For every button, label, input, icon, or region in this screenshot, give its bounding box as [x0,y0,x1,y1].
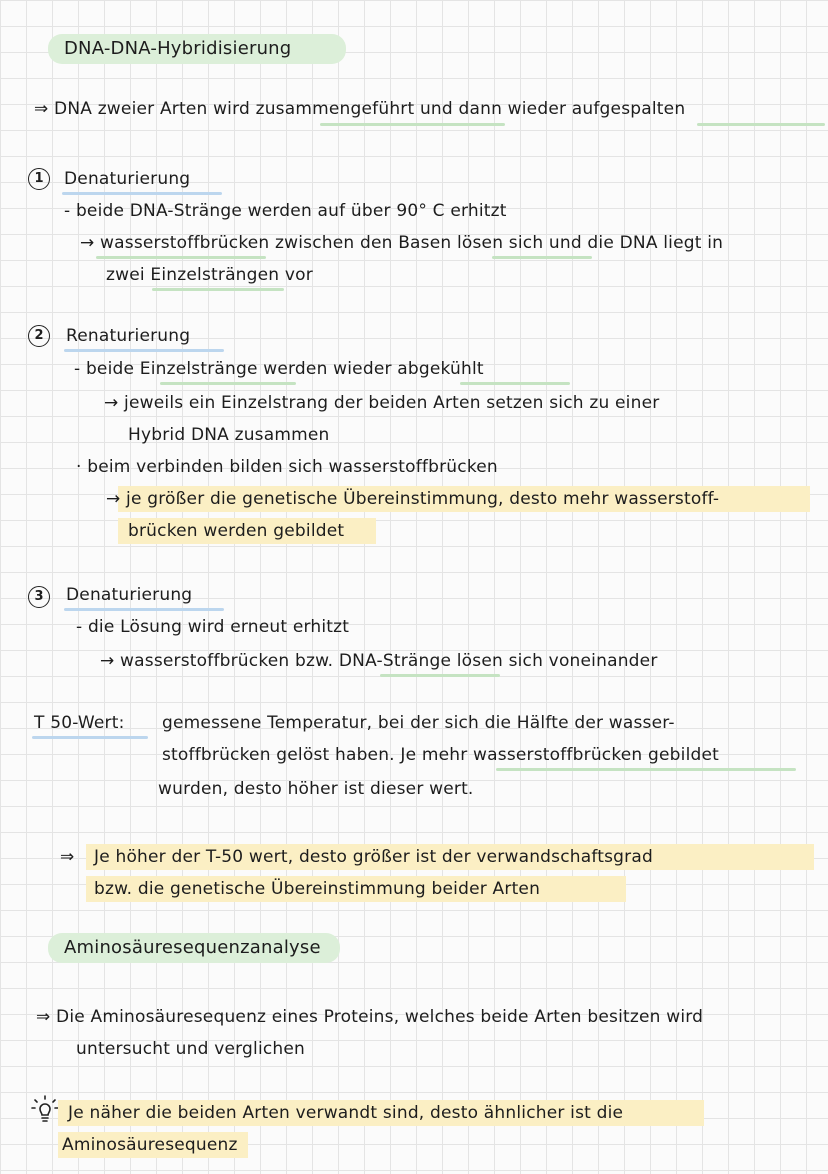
intro-underline-2 [697,123,825,126]
step-2-line-4: · beim verbinden bilden sich wasserstoffbrücken [76,457,498,477]
t50-label: T 50-Wert: [34,713,125,733]
intro-text: ⇒ DNA zweier Arten wird zusammengeführt und dann wieder aufgespalten [34,99,686,119]
tip-line-2: Aminosäuresequenz [62,1135,238,1155]
step-number-1: 1 [28,168,50,190]
step-1-line-1: - beide DNA-Stränge werden auf über 90° C erhitzt [64,201,507,221]
step-3-line-2: → wasserstoffbrücken bzw. DNA-Stränge lösen sich voneinander [100,651,658,671]
conclusion-line-2: bzw. die genetische Übereinstimmung beider Arten [94,879,541,899]
step-1-line-3: zwei Einzelsträngen vor [106,265,313,285]
step-2-line-2: → jeweils ein Einzelstrang der beiden Arten setzen sich zu einer [104,393,660,413]
conclusion-arrow: ⇒ [60,847,75,867]
t50-line-1: gemessene Temperatur, bei der sich die Hälfte der wasser- [162,713,675,733]
step-3-underline-a [380,674,500,677]
section2-line-2: untersucht und verglichen [76,1039,306,1059]
step-heading-2: Renaturierung [66,326,191,346]
step-heading-2-underline [64,349,224,352]
step-1-underline-c [152,288,284,291]
t50-line-2: stoffbrücken gelöst haben. Je mehr wasserstoffbrücken gebildet [162,745,720,765]
t50-label-underline [32,736,148,739]
t50-underline [496,768,796,771]
step-1-underline-b [492,256,592,259]
step-1-underline-a [96,256,266,259]
step-2-line-5: → je größer die genetische Übereinstimmung, desto mehr wasserstoff- [106,489,720,509]
step-2-line-1: - beide Einzelstränge werden wieder abgekühlt [74,359,484,379]
tip-line-1: Je näher die beiden Arten verwandt sind, desto ähnlicher ist die [68,1103,624,1123]
section2-title: Aminosäuresequenzanalyse [64,937,321,958]
step-heading-3-underline [64,608,224,611]
step-number-2: 2 [28,325,50,347]
step-2-underline-a [160,382,296,385]
conclusion-line-1: Je höher der T-50 wert, desto größer ist der verwandschaftsgrad [94,847,653,867]
step-heading-1-underline [62,192,222,195]
t50-line-3: wurden, desto höher ist dieser wert. [158,779,474,799]
step-2-line-6: brücken werden gebildet [128,521,345,541]
step-3-line-1: - die Lösung wird erneut erhitzt [76,617,350,637]
step-2-underline-b [460,382,570,385]
page-title: DNA-DNA-Hybridisierung [64,38,292,59]
step-number-3: 3 [28,586,50,608]
lightbulb-icon [30,1094,60,1124]
intro-underline-1 [320,123,505,126]
step-2-line-3: Hybrid DNA zusammen [128,425,330,445]
section2-line-1: ⇒ Die Aminosäuresequenz eines Proteins, welches beide Arten besitzen wird [36,1007,704,1027]
step-heading-3: Denaturierung [66,585,193,605]
step-1-line-2: → wasserstoffbrücken zwischen den Basen lösen sich und die DNA liegt in [80,233,724,253]
step-heading-1: Denaturierung [64,169,191,189]
